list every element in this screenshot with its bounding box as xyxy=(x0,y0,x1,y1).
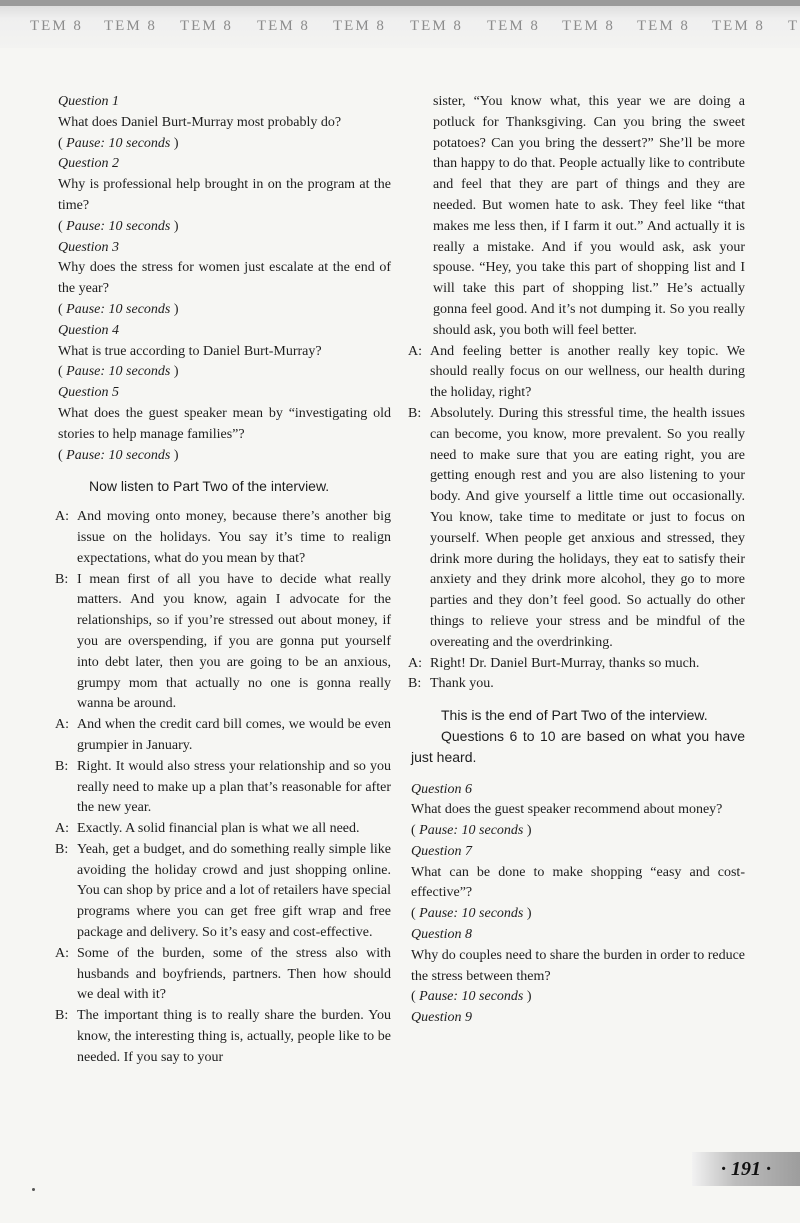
question-label: Question 6 xyxy=(411,781,473,797)
speaker-label: B: xyxy=(55,758,69,774)
question-text: Why is professional help brought in on the program at the time? xyxy=(58,177,391,213)
dialogue-text: Exactly. A solid financial plan is what we all need. xyxy=(77,821,360,837)
speaker-label: A: xyxy=(55,821,69,837)
dialogue-turn xyxy=(408,342,745,404)
section-instruction: This is the end of Part Two of the interview. xyxy=(441,707,708,724)
header-band-label: TEM 8 xyxy=(712,18,765,34)
header-band-label: TEM 8 xyxy=(410,18,463,34)
dialogue-text: Absolutely. During this stressful time, the health issues can become, you know, more prevalent. So you really need to make sure that you are eating right, you are getting enough rest and you are also listening to your body. And give yourself a little time out occasionally. You know, take time to meditate or just to focus on yourself. When people get anxious and stressed, they drink more during the holidays, they eat to satisfy their anxiety and they drink more alcohol, they go to more parties and they don’t feel good. So actually do other things to relieve your stress and be mindful of the overeating and the overdrinking. xyxy=(430,405,745,650)
speaker-label: A: xyxy=(55,945,69,961)
header-band xyxy=(0,0,800,48)
question-label: Question 5 xyxy=(58,385,120,401)
question-text: What can be done to make shopping “easy and cost-effective”? xyxy=(411,864,745,901)
speaker-label: A: xyxy=(408,655,422,671)
section-instruction: Now listen to Part Two of the interview. xyxy=(89,478,330,495)
question-label: Question 4 xyxy=(58,322,120,338)
dialogue-text: And feeling better is another really key topic. We should really focus on our wellness, our health during the holiday, right? xyxy=(430,343,745,401)
header-band-label: T xyxy=(788,18,800,34)
dialogue-text: Thank you. xyxy=(430,676,494,692)
dialogue-turn xyxy=(55,570,391,716)
header-band-label: TEM 8 xyxy=(333,18,386,34)
speaker-label: B: xyxy=(55,571,69,587)
speaker-label: B: xyxy=(408,676,422,692)
dialogue-turn xyxy=(55,819,391,840)
dialogue-turn xyxy=(55,507,391,569)
dialogue-turn xyxy=(408,404,745,654)
pause-note: ( Pause: 10 seconds ) xyxy=(58,364,179,380)
dialogue-continuation: sister, “You know what, this year we are doing a potluck for Thanksgiving. Can you bring the sweet potatoes? Can you bring the dessert?” She’ll be more than happy to do that. People actually like to contribute and feel that they are part of things and they are needed. But women hate to ask. They feel like “that makes me less then, if I farm it out.” And actually it is really a mistake. And if you would ask, ask your spouse. “Hey, you take this part of shopping list and I will take this part of shopping list.” He’s actually gonna feel good. And it’s not dumping it. So you really should ask, you both will feel better. xyxy=(433,94,745,338)
header-band-label: TEM 8 xyxy=(104,18,157,34)
question-label: Question 2 xyxy=(58,156,120,172)
dialogue-text: Right. It would also stress your relationship and so you really need to make up a plan that’s reasonable for after the new year. xyxy=(77,758,391,816)
question-text: What is true according to Daniel Burt-Murray? xyxy=(58,343,322,359)
pause-note: ( Pause: 10 seconds ) xyxy=(411,989,532,1005)
speaker-label: B: xyxy=(55,1008,69,1024)
dialogue-turn xyxy=(55,840,391,944)
pause-note: ( Pause: 10 seconds ) xyxy=(411,823,532,839)
question-text: What does Daniel Burt-Murray most probably do? xyxy=(58,114,342,130)
dialogue-text: Yeah, get a budget, and do something really simple like avoiding the holiday crowd and just shopping online. You can shop by price and a lot of retailers have special programs where you can get free gift wrap and free package and delivery. So it’s easy and cost-effective. xyxy=(77,841,391,941)
question-label: Question 8 xyxy=(411,927,473,943)
question-text: Why does the stress for women just escalate at the end of the year? xyxy=(58,260,391,297)
dialogue-text: Some of the burden, some of the stress also with husbands and boyfriends, partners. Then how should we deal with it? xyxy=(77,945,391,1003)
speaker-label: B: xyxy=(408,405,422,421)
question-label: Question 3 xyxy=(58,239,120,255)
question-label: Question 1 xyxy=(58,94,120,109)
left-column xyxy=(55,92,391,1069)
header-band-label: TEM 8 xyxy=(637,18,690,34)
dialogue-text: And when the credit card bill comes, we would be even grumpier in January. xyxy=(77,717,391,753)
header-band-label: TEM 8 xyxy=(562,18,615,34)
speaker-label: A: xyxy=(55,717,69,733)
header-band-label: TEM 8 xyxy=(257,18,310,34)
dialogue-turn xyxy=(55,757,391,819)
page-number: · 191 · xyxy=(692,1152,800,1186)
question-text: What does the guest speaker recommend about money? xyxy=(411,802,723,818)
pause-note: ( Pause: 10 seconds ) xyxy=(58,135,179,151)
scan-speck xyxy=(32,1188,35,1191)
header-band-label: TEM 8 xyxy=(30,18,83,34)
question-text: Why do couples need to share the burden in order to reduce the stress between them? xyxy=(411,947,745,984)
dialogue-text: And moving onto money, because there’s another big issue on the holidays. You say it’s time to realign expectations, what do you mean by that? xyxy=(77,509,391,566)
dialogue-turn xyxy=(55,944,391,1006)
section-instruction: Questions 6 to 10 are based on what you have just heard. xyxy=(411,727,745,765)
header-band-label: TEM 8 xyxy=(180,18,233,34)
pause-note: ( Pause: 10 seconds ) xyxy=(411,906,532,922)
right-column xyxy=(408,92,745,1029)
question-label: Question 9 xyxy=(411,1010,473,1026)
pause-note: ( Pause: 10 seconds ) xyxy=(58,447,179,463)
pause-note: ( Pause: 10 seconds ) xyxy=(58,301,179,317)
header-band-label: TEM 8 xyxy=(487,18,540,34)
dialogue-turn xyxy=(408,674,745,695)
question-label: Question 7 xyxy=(411,843,473,859)
speaker-label: B: xyxy=(55,841,69,857)
dialogue-turn xyxy=(408,654,745,675)
dialogue-turn xyxy=(55,1006,391,1068)
speaker-label: A: xyxy=(55,509,69,525)
dialogue-text: The important thing is to really share the burden. You know, the interesting thing is, actually, people like to be needed. If you say to your xyxy=(77,1008,391,1065)
speaker-label: A: xyxy=(408,343,422,359)
question-text: What does the guest speaker mean by “investigating old stories to help manage families”? xyxy=(58,405,391,442)
pause-note: ( Pause: 10 seconds ) xyxy=(58,218,179,234)
dialogue-turn xyxy=(55,715,391,757)
dialogue-text: I mean first of all you have to decide what really matters. And you know, again I advocate for the relationships, so if you’re stressed out about money, if you are overspending, if you are gonna put yourself into debt later, then you are going to be an anxious, grumpy mom that actually no one is gonna really wanna be around. xyxy=(77,571,391,712)
dialogue-text: Right! Dr. Daniel Burt-Murray, thanks so much. xyxy=(430,655,700,671)
